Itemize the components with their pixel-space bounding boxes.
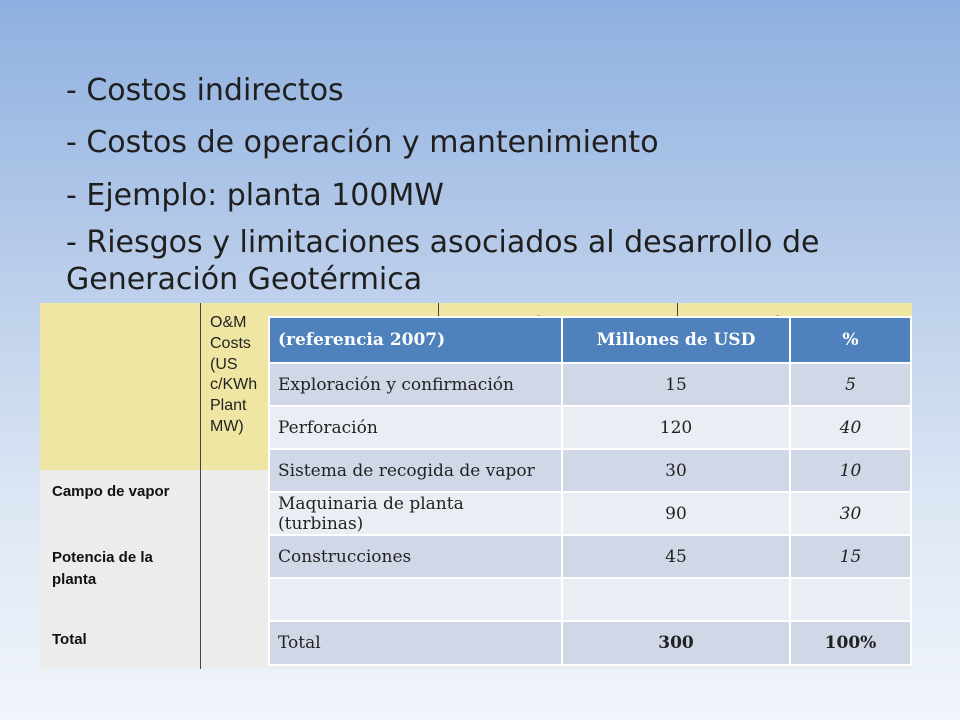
row-percent: 100% — [790, 621, 911, 665]
table-row-total — [269, 621, 911, 665]
bullet-om-costs: - Costos de operación y mantenimiento — [66, 125, 659, 160]
row-item: Perforación — [269, 406, 562, 449]
row-usd: 15 — [562, 363, 790, 406]
om-table-divider — [200, 303, 201, 669]
row-percent: 30 — [790, 492, 911, 535]
row-usd: 300 — [562, 621, 790, 665]
row-usd: 90 — [562, 492, 790, 535]
bullet-risks: - Riesgos y limitaciones asociados al desarrollo de Generación Geotérmica — [66, 225, 820, 298]
table-header-row — [269, 317, 911, 363]
row-usd: 45 — [562, 535, 790, 578]
table-row — [269, 535, 911, 578]
row-percent: 40 — [790, 406, 911, 449]
row-item: Exploración y confirmación — [269, 363, 562, 406]
om-row-plant-power: Potencia de la planta — [52, 549, 153, 588]
header-percent: % — [790, 317, 911, 363]
row-usd: 120 — [562, 406, 790, 449]
table-row — [269, 406, 911, 449]
row-item: Maquinaria de planta (turbinas) — [269, 492, 562, 535]
om-header-col1: O&M Costs (US c/KWh Plant MW) — [210, 314, 258, 435]
table-row — [269, 578, 911, 621]
row-item: Sistema de recogida de vapor — [269, 449, 562, 492]
header-millions-usd: Millones de USD — [562, 317, 790, 363]
header-reference: (referencia 2007) — [269, 317, 562, 363]
row-percent — [790, 578, 911, 621]
table-row — [269, 363, 911, 406]
row-item: Construcciones — [269, 535, 562, 578]
table-row — [269, 449, 911, 492]
bullet-indirect-costs: - Costos indirectos — [66, 73, 344, 108]
row-item — [269, 578, 562, 621]
row-percent: 10 — [790, 449, 911, 492]
table-row — [269, 492, 911, 535]
investment-cost-table — [268, 316, 912, 666]
row-percent: 15 — [790, 535, 911, 578]
bullet-example-plant: - Ejemplo: planta 100MW — [66, 178, 444, 213]
om-row-steam-field: Campo de vapor — [52, 483, 170, 500]
row-item: Total — [269, 621, 562, 665]
om-row-total: Total — [52, 631, 87, 648]
row-usd: 30 — [562, 449, 790, 492]
row-percent: 5 — [790, 363, 911, 406]
row-usd — [562, 578, 790, 621]
